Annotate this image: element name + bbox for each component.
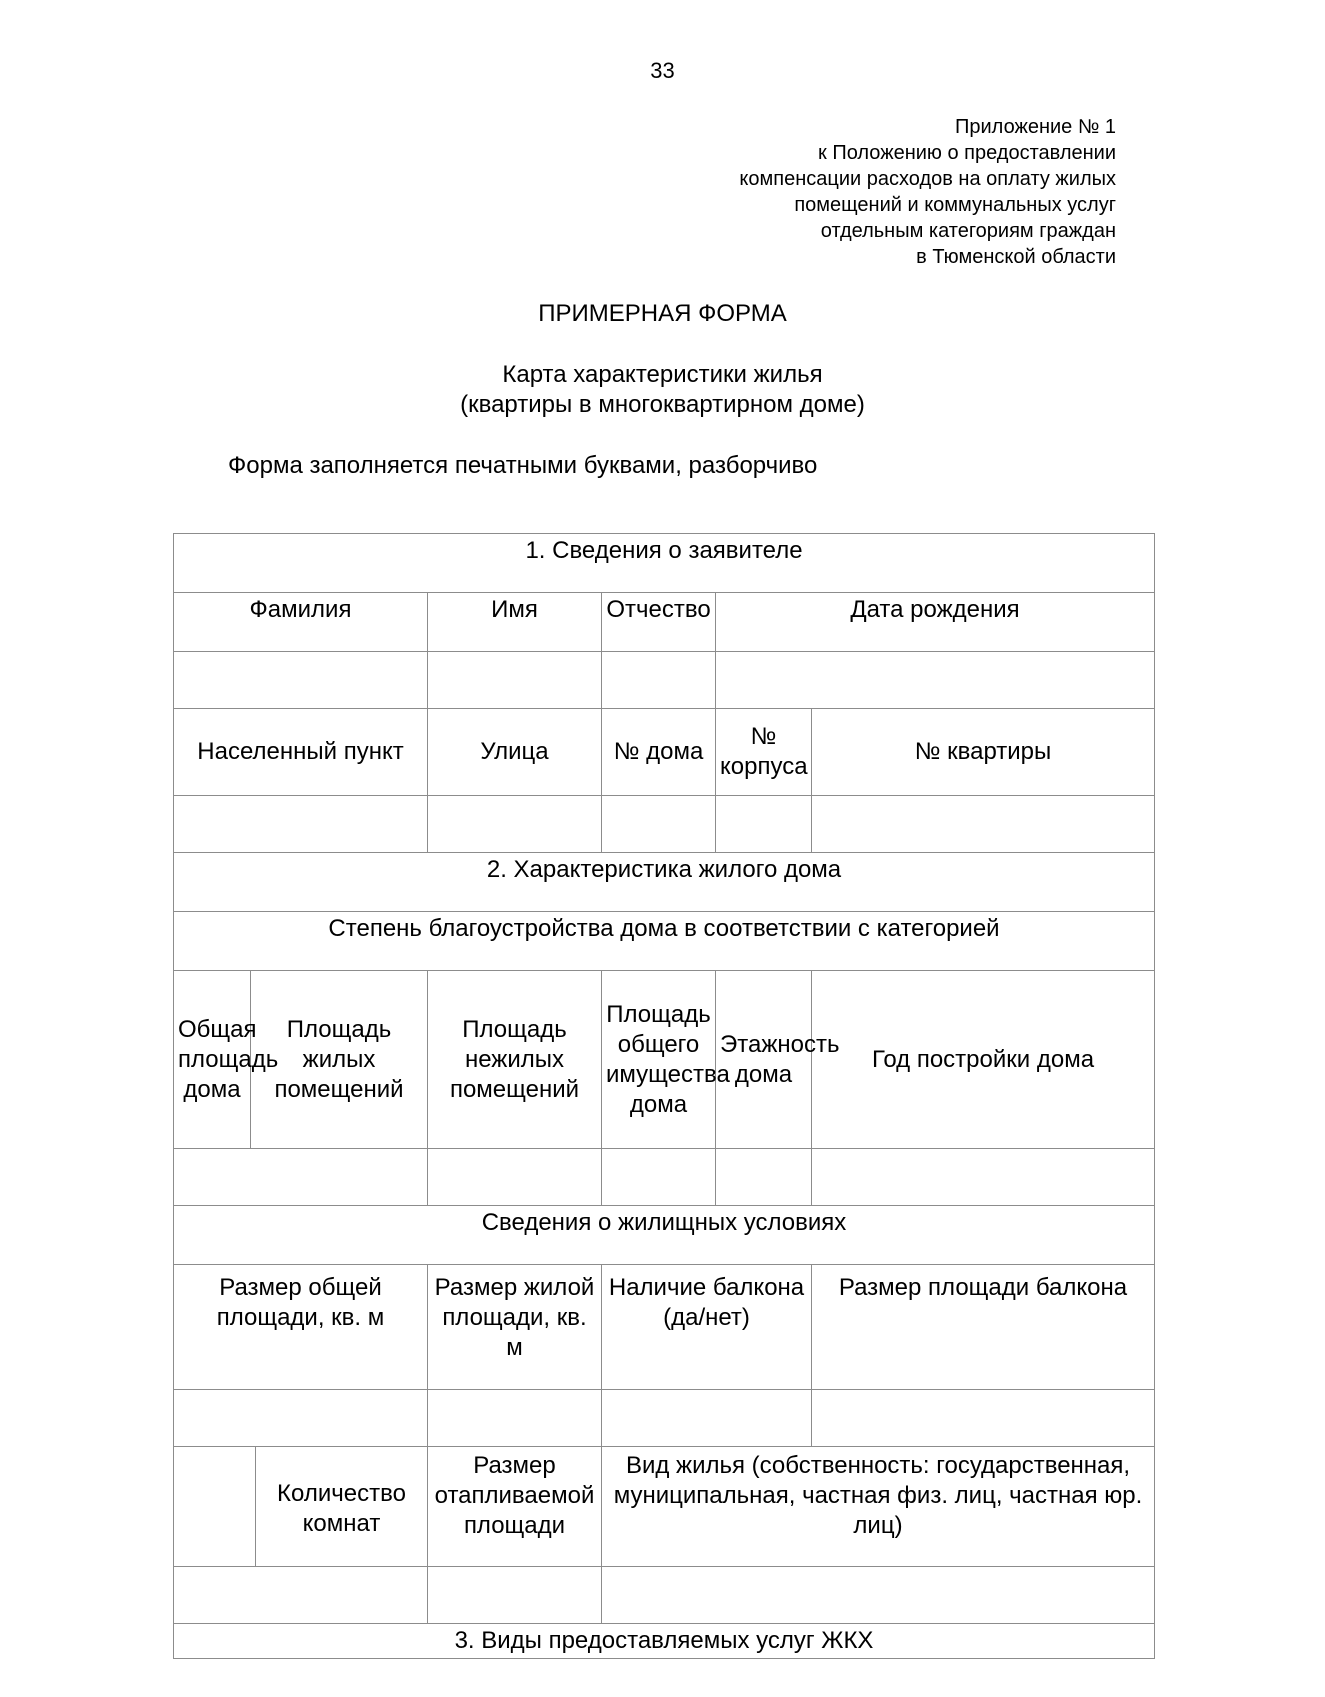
header-house-number: № дома: [602, 709, 716, 796]
first-name-field[interactable]: [428, 652, 602, 709]
construction-year-field[interactable]: [812, 1149, 1155, 1206]
header-surname: Фамилия: [174, 593, 428, 652]
header-number-of-rooms: Количество комнат: [256, 1447, 428, 1567]
balcony-presence-field[interactable]: [602, 1390, 812, 1447]
header-total-house-area: Общая площадь дома: [174, 971, 251, 1149]
header-locality: Населенный пункт: [174, 709, 428, 796]
card-title-line: Карта характеристики жилья: [502, 361, 823, 388]
header-living-area: Размер жилой площади, кв. м: [428, 1265, 602, 1390]
balcony-area-field[interactable]: [812, 1390, 1155, 1447]
header-street: Улица: [428, 709, 602, 796]
total-area-field[interactable]: [174, 1390, 428, 1447]
fill-instruction: Форма заполняется печатными буквами, разборчиво: [228, 452, 818, 479]
amenity-degree-header: Степень благоустройства дома в соответствии с категорией: [174, 912, 1155, 971]
common-property-area-field[interactable]: [602, 1149, 716, 1206]
header-construction-year: Год постройки дома: [812, 971, 1155, 1149]
header-housing-type: Вид жилья (собственность: государственная, муниципальная, частная физ. лиц, частная юр. лиц): [602, 1447, 1155, 1567]
header-common-property-area: Площадь общего имущества дома: [602, 971, 716, 1149]
empty-cell: [174, 1447, 256, 1567]
appendix-note: [739, 114, 1116, 270]
header-birth-date: Дата рождения: [716, 593, 1155, 652]
appendix-line: к Положению о предоставлении: [818, 142, 1116, 164]
appendix-line: помещений и коммунальных услуг: [794, 194, 1116, 216]
header-patronymic: Отчество: [602, 593, 716, 652]
section-3-header: 3. Виды предоставляемых услуг ЖКХ: [174, 1624, 1155, 1659]
street-field[interactable]: [428, 796, 602, 853]
housing-type-field[interactable]: [602, 1567, 1155, 1624]
header-first-name: Имя: [428, 593, 602, 652]
form-kind-title: ПРИМЕРНАЯ ФОРМА: [538, 300, 787, 327]
section-2-header: 2. Характеристика жилого дома: [174, 853, 1155, 912]
birth-date-field[interactable]: [716, 652, 1155, 709]
non-residential-area-field[interactable]: [428, 1149, 602, 1206]
appendix-line: в Тюменской области: [916, 246, 1116, 268]
card-title: [0, 360, 1325, 420]
apartment-number-field[interactable]: [812, 796, 1155, 853]
living-area-field[interactable]: [428, 1390, 602, 1447]
page-number: 33: [650, 58, 675, 83]
living-conditions-header: Сведения о жилищных условиях: [174, 1206, 1155, 1265]
housing-card-table: [173, 533, 1155, 1659]
section-1-header: 1. Сведения о заявителе: [174, 534, 1155, 593]
header-non-residential-area: Площадь нежилых помещений: [428, 971, 602, 1149]
number-of-rooms-field[interactable]: [174, 1567, 428, 1624]
header-heated-area: Размер отапливаемой площади: [428, 1447, 602, 1567]
locality-field[interactable]: [174, 796, 428, 853]
building-number-field[interactable]: [716, 796, 812, 853]
header-balcony-presence: Наличие балкона (да/нет): [602, 1265, 812, 1390]
surname-field[interactable]: [174, 652, 428, 709]
patronymic-field[interactable]: [602, 652, 716, 709]
header-residential-area: Площадь жилых помещений: [251, 971, 428, 1149]
house-area-field[interactable]: [174, 1149, 428, 1206]
appendix-line: компенсации расходов на оплату жилых: [739, 168, 1116, 190]
heated-area-field[interactable]: [428, 1567, 602, 1624]
header-balcony-area: Размер площади балкона: [812, 1265, 1155, 1390]
header-building-number: № корпуса: [716, 709, 812, 796]
header-apartment-number: № квартиры: [812, 709, 1155, 796]
header-number-of-floors: Этажность дома: [716, 971, 812, 1149]
appendix-line: отдельным категориям граждан: [820, 220, 1116, 242]
header-total-area: Размер общей площади, кв. м: [174, 1265, 428, 1390]
house-number-field[interactable]: [602, 796, 716, 853]
appendix-line: Приложение № 1: [955, 116, 1116, 138]
card-title-line: (квартиры в многоквартирном доме): [460, 391, 865, 418]
number-of-floors-field[interactable]: [716, 1149, 812, 1206]
